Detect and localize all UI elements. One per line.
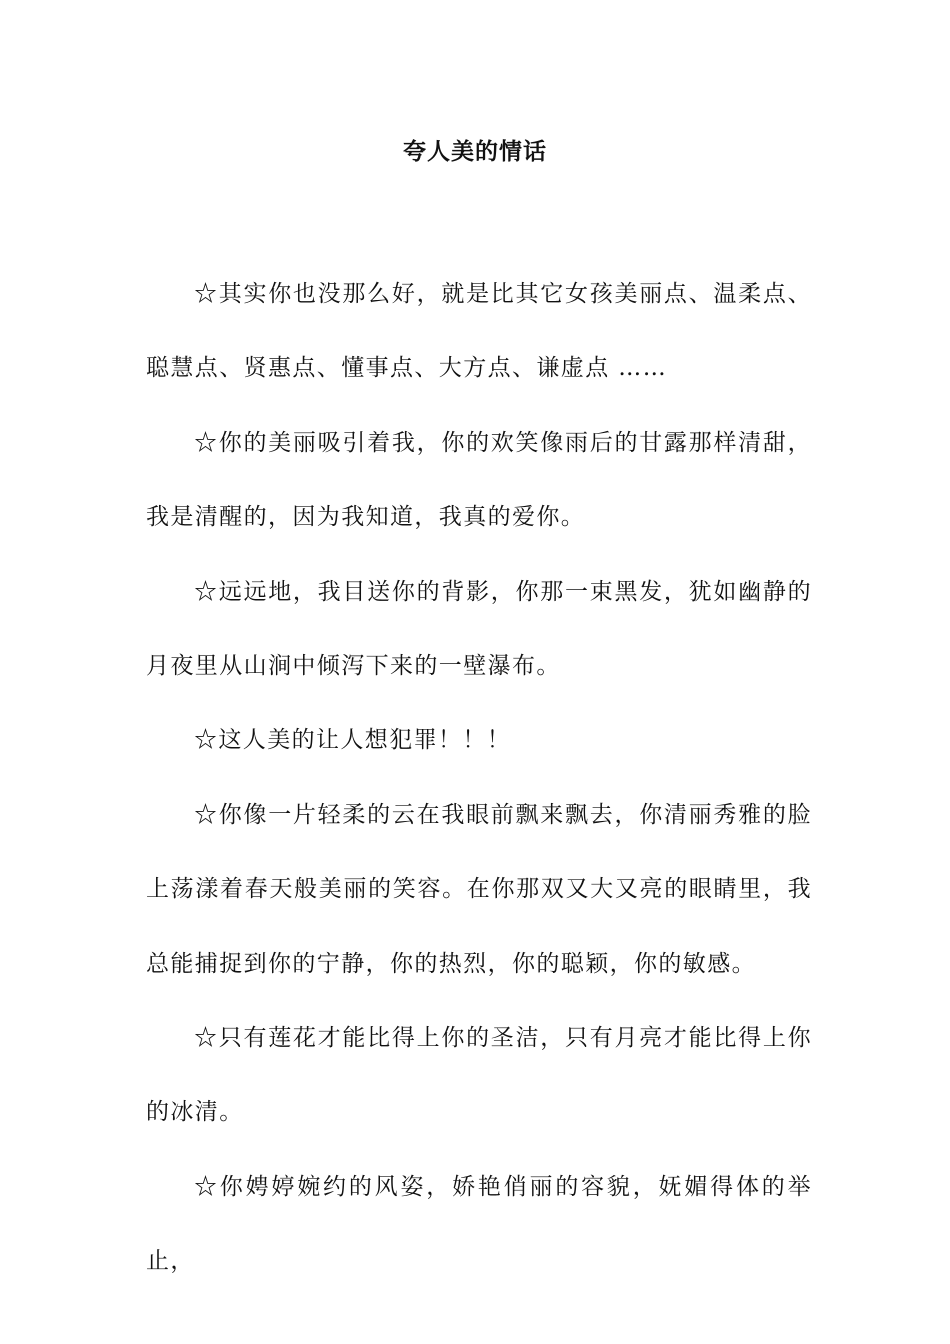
document-title: 夸人美的情话: [403, 139, 547, 165]
document-body: [146, 257, 812, 1299]
paragraph: ☆其实你也没那么好，就是比其它女孩美丽点、温柔点、聪慧点、贤惠点、懂事点、大方点、谦虚点 ……: [146, 281, 812, 382]
paragraph: ☆远远地，我目送你的背影，你那一束黑发，犹如幽静的月夜里从山涧中倾泻下来的一壁瀑布。: [146, 578, 812, 680]
paragraph: ☆你像一片轻柔的云在我眼前飘来飘去，你清丽秀雅的脸上荡漾着春天般美丽的笑容。在你那双又大又亮的眼睛里，我总能捕捉到你的宁静，你的热烈，你的聪颖，你的敏感。: [146, 801, 812, 977]
paragraph: ☆你娉婷婉约的风姿，娇艳俏丽的容貌，妩媚得体的举止，: [146, 1173, 812, 1275]
paragraph: ☆这人美的让人想犯罪！！！: [194, 727, 512, 754]
paragraph: ☆你的美丽吸引着我，你的欢笑像雨后的甘露那样清甜，我是清醒的，因为我知道，我真的爱你。: [146, 429, 812, 531]
paragraph: ☆只有莲花才能比得上你的圣洁，只有月亮才能比得上你的冰清。: [146, 1025, 812, 1126]
